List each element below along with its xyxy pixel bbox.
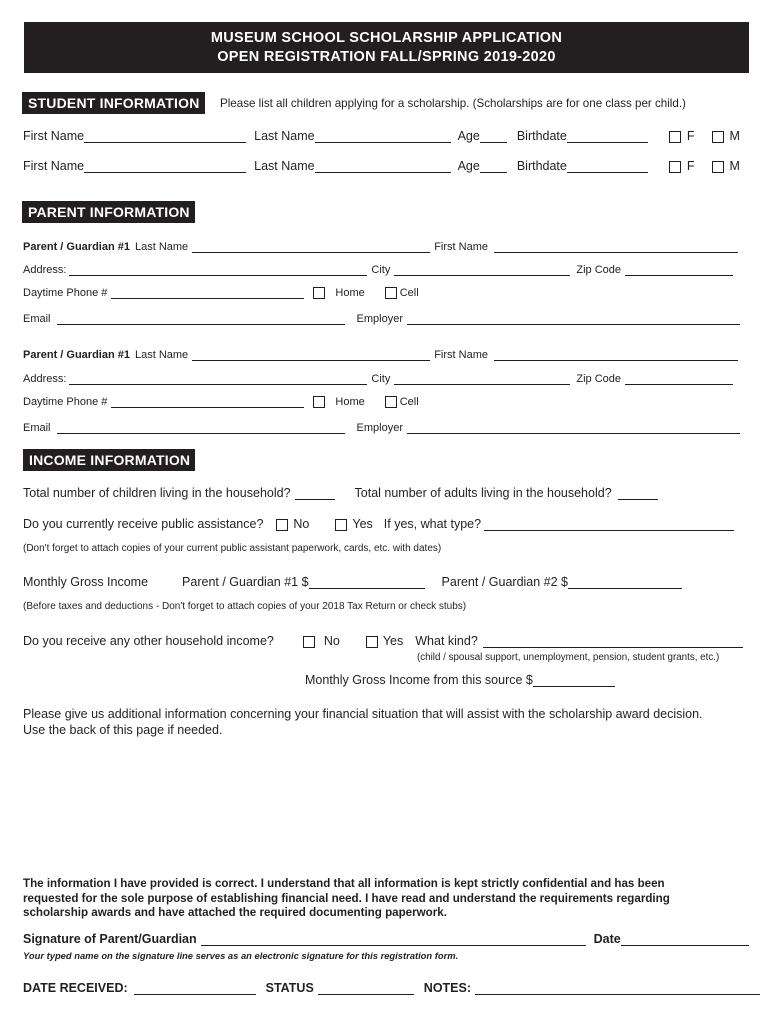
office-use-row	[23, 981, 760, 995]
signature-row	[23, 932, 749, 946]
guardian-2-address-field[interactable]	[69, 372, 367, 385]
home-label: Home	[335, 396, 365, 408]
additional-info-area[interactable]	[23, 745, 748, 865]
student-2-birthdate-field[interactable]	[567, 160, 648, 173]
children-count-field[interactable]	[295, 487, 335, 500]
age-label: Age	[457, 129, 480, 143]
guardian-1-income-field[interactable]	[309, 576, 425, 589]
other-income-row	[23, 634, 743, 648]
female-label: F	[686, 129, 695, 143]
guardian-1-address-field[interactable]	[69, 263, 367, 276]
assistance-row	[23, 517, 734, 531]
signature-date-field[interactable]	[621, 933, 749, 946]
male-label: M	[729, 129, 740, 143]
birthdate-label: Birthdate	[516, 129, 567, 143]
assistance-yes-checkbox[interactable]	[335, 519, 347, 531]
student-information-heading: STUDENT INFORMATION	[22, 92, 205, 114]
date-label: Date	[593, 932, 621, 946]
email-label: Email	[23, 422, 51, 434]
date-received-field[interactable]	[134, 982, 256, 995]
source-income-label: Monthly Gross Income from this source $	[305, 673, 533, 687]
adults-question: Total number of adults living in the household?	[354, 486, 612, 500]
income-information-heading: INCOME INFORMATION	[23, 449, 195, 471]
guardian-label: Parent / Guardian #1	[23, 349, 130, 361]
student-2-first-name-field[interactable]	[84, 160, 246, 173]
zip-label: Zip Code	[576, 373, 622, 385]
daytime-phone-label: Daytime Phone #	[23, 396, 108, 408]
signature-field[interactable]	[201, 933, 586, 946]
source-income-field[interactable]	[533, 674, 615, 687]
additional-info-line-1: Please give us additional information concerning your financial situation that will assist with the scholarship award decision.	[23, 707, 703, 721]
assistance-type-field[interactable]	[484, 518, 734, 531]
guardian-2-cell-checkbox[interactable]	[385, 396, 397, 408]
student-1-birthdate-field[interactable]	[567, 130, 648, 143]
guardian-2-last-name-field[interactable]	[192, 348, 430, 361]
no-label: No	[293, 517, 310, 531]
city-label: City	[371, 264, 391, 276]
guardian-2-phone-row	[23, 395, 419, 408]
certification-line-1: The information I have provided is correct. I understand that all information is kept strictly confidential and has been	[23, 877, 665, 890]
status-label: STATUS	[265, 981, 314, 995]
income-kind-note: (child / spousal support, unemployment, pension, student grants, etc.)	[417, 652, 720, 663]
assistance-question: Do you currently receive public assistance?	[23, 517, 264, 531]
if-yes-label: If yes, what type?	[383, 517, 482, 531]
student-row-2	[23, 159, 740, 173]
student-2-male-checkbox[interactable]	[712, 161, 724, 173]
form-title-banner	[24, 22, 749, 73]
guardian-1-name-row	[23, 240, 738, 253]
guardian-1-home-checkbox[interactable]	[313, 287, 325, 299]
student-row-1	[23, 129, 740, 143]
employer-label: Employer	[356, 313, 403, 325]
last-name-label: Last Name	[254, 129, 315, 143]
form-title: MUSEUM SCHOOL SCHOLARSHIP APPLICATION	[210, 30, 563, 46]
tax-note: (Before taxes and deductions - Don't forget to attach copies of your 2018 Tax Return or check stubs)	[23, 601, 467, 612]
guardian-2-phone-field[interactable]	[111, 395, 304, 408]
what-kind-label: What kind?	[415, 634, 478, 648]
certification-line-2: requested for the sole purpose of establishing financial need. I have read and understand the requirements regarding	[23, 891, 670, 905]
form-subtitle: OPEN REGISTRATION FALL/SPRING 2019-2020	[217, 49, 556, 65]
status-field[interactable]	[318, 982, 414, 995]
student-1-first-name-field[interactable]	[84, 130, 246, 143]
no-label: No	[323, 634, 340, 648]
first-name-label: First Name	[434, 349, 488, 361]
guardian-1-email-field[interactable]	[57, 312, 345, 325]
guardian-2-email-row	[23, 421, 740, 434]
guardian-2-income-label: Parent / Guardian #2 $	[441, 575, 569, 589]
employer-label: Employer	[356, 422, 403, 434]
student-1-last-name-field[interactable]	[315, 130, 451, 143]
guardian-2-email-field[interactable]	[57, 421, 345, 434]
guardian-1-phone-row	[23, 286, 419, 299]
notes-label: NOTES:	[423, 981, 472, 995]
guardian-1-first-name-field[interactable]	[494, 240, 738, 253]
guardian-1-email-row	[23, 312, 740, 325]
student-1-age-field[interactable]	[480, 130, 507, 143]
yes-label: Yes	[382, 634, 404, 648]
first-name-label: First Name	[434, 241, 488, 253]
other-income-kind-field[interactable]	[483, 635, 743, 648]
guardian-1-zip-field[interactable]	[625, 263, 733, 276]
guardian-1-last-name-field[interactable]	[192, 240, 430, 253]
male-label: M	[729, 159, 740, 173]
assistance-no-checkbox[interactable]	[276, 519, 288, 531]
guardian-2-name-row	[23, 348, 738, 361]
last-name-label: Last Name	[134, 241, 189, 253]
notes-field[interactable]	[475, 982, 760, 995]
additional-info-line-2: Use the back of this page if needed.	[23, 723, 223, 737]
guardian-label: Parent / Guardian #1	[23, 241, 130, 253]
other-income-yes-checkbox[interactable]	[366, 636, 378, 648]
cell-label: Cell	[399, 396, 419, 408]
age-label: Age	[457, 159, 480, 173]
adults-count-field[interactable]	[618, 487, 658, 500]
cell-label: Cell	[399, 287, 419, 299]
assistance-note: (Don't forget to attach copies of your current public assistant paperwork, cards, etc. with dates)	[23, 543, 442, 554]
guardian-2-employer-field[interactable]	[407, 421, 740, 434]
guardian-2-city-field[interactable]	[394, 372, 570, 385]
certification-statement	[23, 877, 670, 921]
first-name-label: First Name	[23, 129, 85, 143]
date-received-label: DATE RECEIVED:	[23, 981, 128, 995]
guardian-1-employer-field[interactable]	[407, 312, 740, 325]
guardian-1-address-row	[23, 263, 733, 276]
address-label: Address:	[23, 264, 67, 276]
certification-line-3: scholarship awards and have attached the required documenting paperwork.	[23, 906, 447, 919]
other-income-no-checkbox[interactable]	[303, 636, 315, 648]
female-label: F	[686, 159, 695, 173]
zip-label: Zip Code	[576, 264, 622, 276]
guardian-2-first-name-field[interactable]	[494, 348, 738, 361]
email-label: Email	[23, 313, 51, 325]
student-2-female-checkbox[interactable]	[669, 161, 681, 173]
last-name-label: Last Name	[134, 349, 189, 361]
monthly-income-row	[23, 575, 682, 589]
parent-information-heading: PARENT INFORMATION	[22, 201, 195, 223]
last-name-label: Last Name	[254, 159, 315, 173]
daytime-phone-label: Daytime Phone #	[23, 287, 108, 299]
student-1-male-checkbox[interactable]	[712, 131, 724, 143]
guardian-2-address-row	[23, 372, 733, 385]
guardian-1-cell-checkbox[interactable]	[385, 287, 397, 299]
student-1-female-checkbox[interactable]	[669, 131, 681, 143]
first-name-label: First Name	[23, 159, 85, 173]
student-note: Please list all children applying for a scholarship. (Scholarships are for one class per child.)	[220, 97, 686, 110]
other-income-question: Do you receive any other household income?	[23, 634, 274, 648]
guardian-2-zip-field[interactable]	[625, 372, 733, 385]
home-label: Home	[335, 287, 365, 299]
student-2-age-field[interactable]	[480, 160, 507, 173]
guardian-1-phone-field[interactable]	[111, 286, 304, 299]
birthdate-label: Birthdate	[516, 159, 567, 173]
guardian-2-income-field[interactable]	[568, 576, 682, 589]
address-label: Address:	[23, 373, 67, 385]
signature-label: Signature of Parent/Guardian	[23, 932, 197, 946]
yes-label: Yes	[352, 517, 373, 531]
monthly-gross-label: Monthly Gross Income	[23, 575, 149, 589]
guardian-1-city-field[interactable]	[394, 263, 570, 276]
guardian-1-income-label: Parent / Guardian #1 $	[182, 575, 309, 589]
household-row	[23, 486, 658, 500]
source-income-row	[305, 673, 615, 687]
student-2-last-name-field[interactable]	[315, 160, 451, 173]
guardian-2-home-checkbox[interactable]	[313, 396, 325, 408]
city-label: City	[371, 373, 391, 385]
signature-note: Your typed name on the signature line serves as an electronic signature for this registration form.	[23, 950, 459, 961]
children-question: Total number of children living in the household?	[23, 486, 291, 500]
